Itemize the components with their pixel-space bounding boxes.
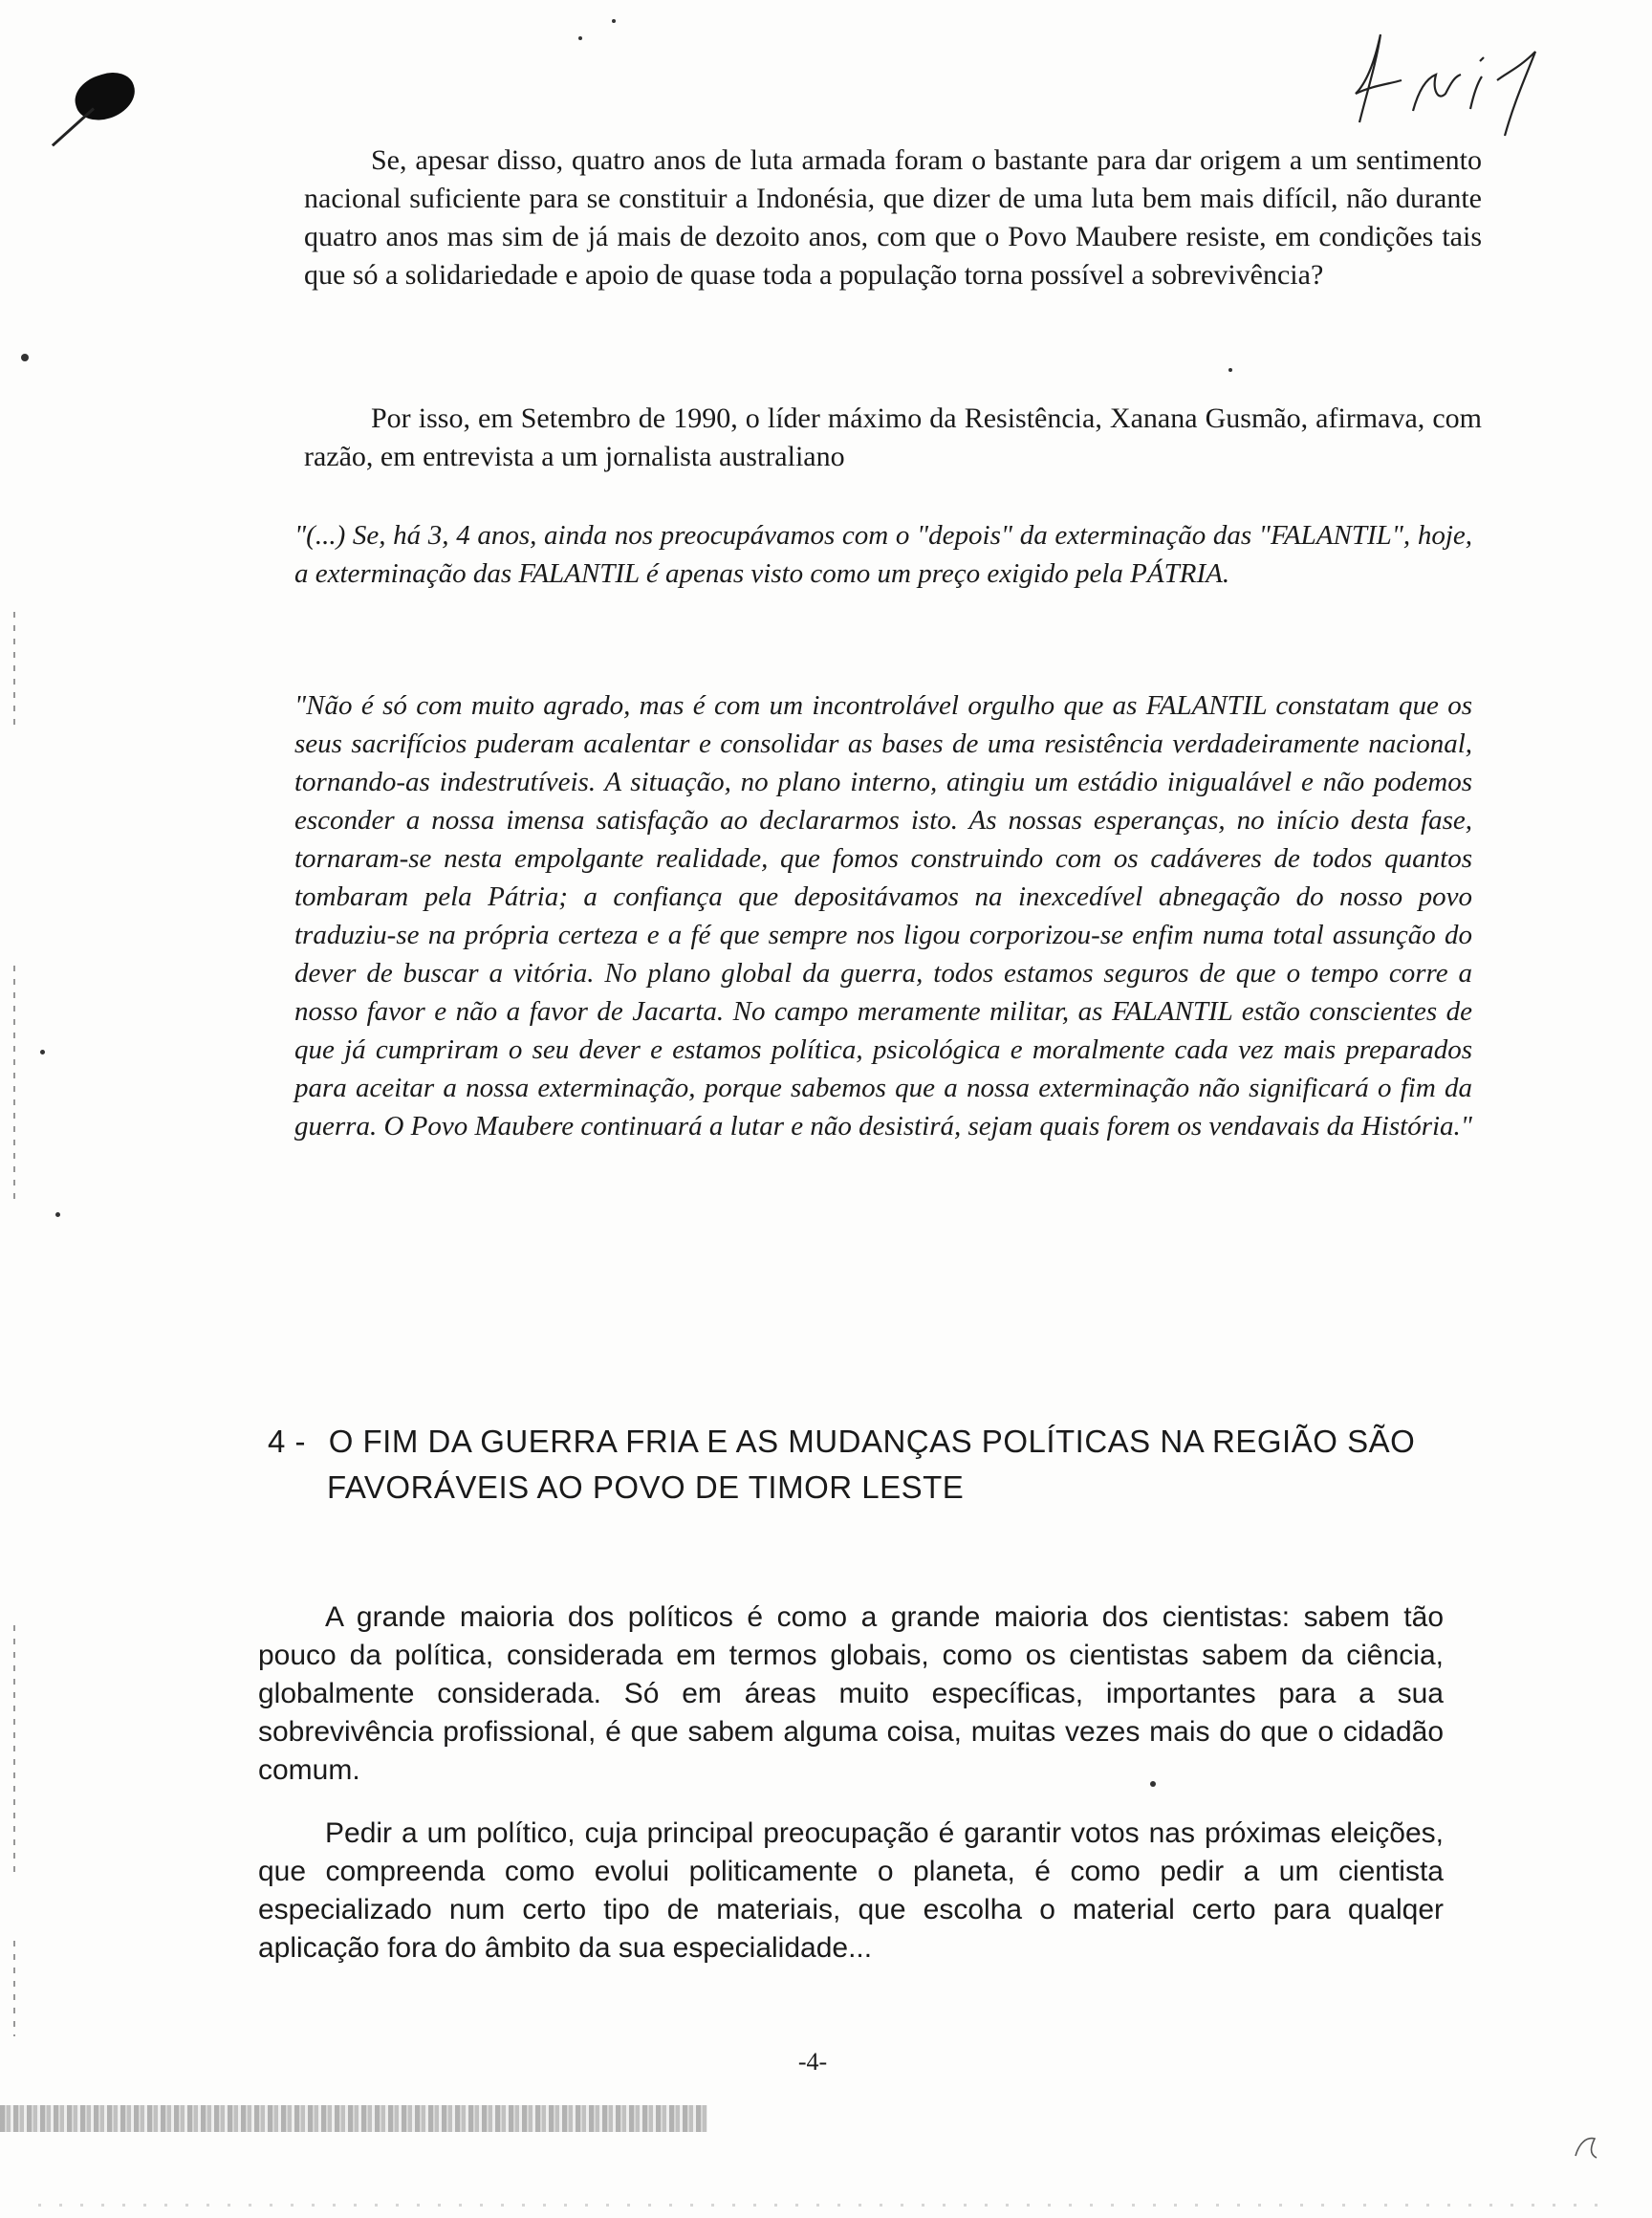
scan-speck (612, 19, 616, 23)
scan-speck (40, 1050, 45, 1055)
scan-edge (13, 966, 15, 1205)
quote-1: "(...) Se, há 3, 4 anos, ainda nos preocupávamos com o "depois" da exterminação das "FALANTIL", hoje, a exterminação das FALANTIL é apenas visto como um preço exigido pela PÁTRIA. (294, 520, 1472, 589)
quote-2: "Não é só com muito agrado, mas é com um incontrolável orgulho que as FALANTIL constatam que os seus sacrifícios puderam acalentar e consolidar as bases de uma resistência verdadeiramente nacional, tornando-as indestrutíveis. A situação, no plano interno, atingiu um estádio inigualável e não podemos esconder a nossa imensa satisfação ao declararmos isto. As nossas esperanças, no início desta fase, tornaram-se nesta empolgante realidade, que fomos construindo com os cadáveres de todos quantos tombaram pela Pátria; a confiança que depositávamos na inexcedível abnegação do nosso povo traduziu-se na própria certeza e a fé que sempre nos ligou corporizou-se enfim numa total assunção do dever de buscar a vitória. No plano global da guerra, todos estamos seguros de que o tempo corre a nosso favor e não a favor de Jacarta. No campo meramente militar, as FALANTIL estão conscientes de que já cumpriram o seu dever e estamos política, psicológica e moralmente cada vez mais preparados para aceitar a nossa exterminação, porque sabemos que a nossa exterminação não significará o fim da guerra. O Povo Maubere continuará a lutar e não desistirá, sejam quais forem os vendavais da História." (294, 690, 1472, 1142)
paragraph-3: A grande maioria dos políticos é como a grande maioria dos cientistas: sabem tão pouco da política, considerada em termos globais, como os cientistas sabem da ciência, globalmente considerada. Só em áreas muito específicas, importantes para a sua sobrevivência profissional, é que sabem alguma coisa, muitas vezes mais do que o cidadão comum. (258, 1601, 1444, 1786)
signature-icon (1338, 23, 1558, 138)
scan-edge (13, 612, 15, 727)
paragraph-2: Por isso, em Setembro de 1990, o líder máximo da Resistência, Xanana Gusmão, afirmava, com razão, em entrevista a um jornalista australiano (304, 402, 1482, 472)
scan-edge (13, 1625, 15, 1874)
scan-speck (578, 36, 582, 40)
scan-speck (1228, 368, 1232, 372)
ink-streak (52, 107, 95, 146)
section-heading-line-2: FAVORÁVEIS AO POVO DE TIMOR LESTE (327, 1469, 965, 1505)
scan-speck (21, 354, 29, 361)
corner-scribble-icon (1568, 2127, 1606, 2165)
paragraph-4: Pedir a um político, cuja principal preocupação é garantir votos nas próximas eleições, que compreenda como evolui politicamente o planeta, é como pedir a um cientista especializado num certo tipo de materiais, que escolha o material certo para qualqer aplicação fora do âmbito da sua especialidade... (258, 1817, 1444, 1964)
section-number: 4 - (268, 1424, 307, 1459)
scan-speck (55, 1212, 60, 1217)
section-heading-line-1: O FIM DA GUERRA FRIA E AS MUDANÇAS POLÍTICAS NA REGIÃO SÃO (328, 1424, 1416, 1459)
page-number: -4- (797, 2048, 828, 2076)
scan-edge (13, 1941, 15, 2036)
paragraph-1: Se, apesar disso, quatro anos de luta armada foram o bastante para dar origem a um sentimento nacional suficiente para se constituir a Indonésia, que dizer de uma luta bem mais difícil, não durante quatro anos mas sim de já mais de dezoito anos, com que o Povo Maubere resiste, em condições tais que só a solidariedade e apoio de quase toda a população torna possível a sobrevivência? (304, 144, 1482, 291)
scan-noise-strip (0, 2105, 707, 2132)
section-heading (268, 1419, 1472, 1511)
scan-noise-dots (38, 2204, 1606, 2207)
